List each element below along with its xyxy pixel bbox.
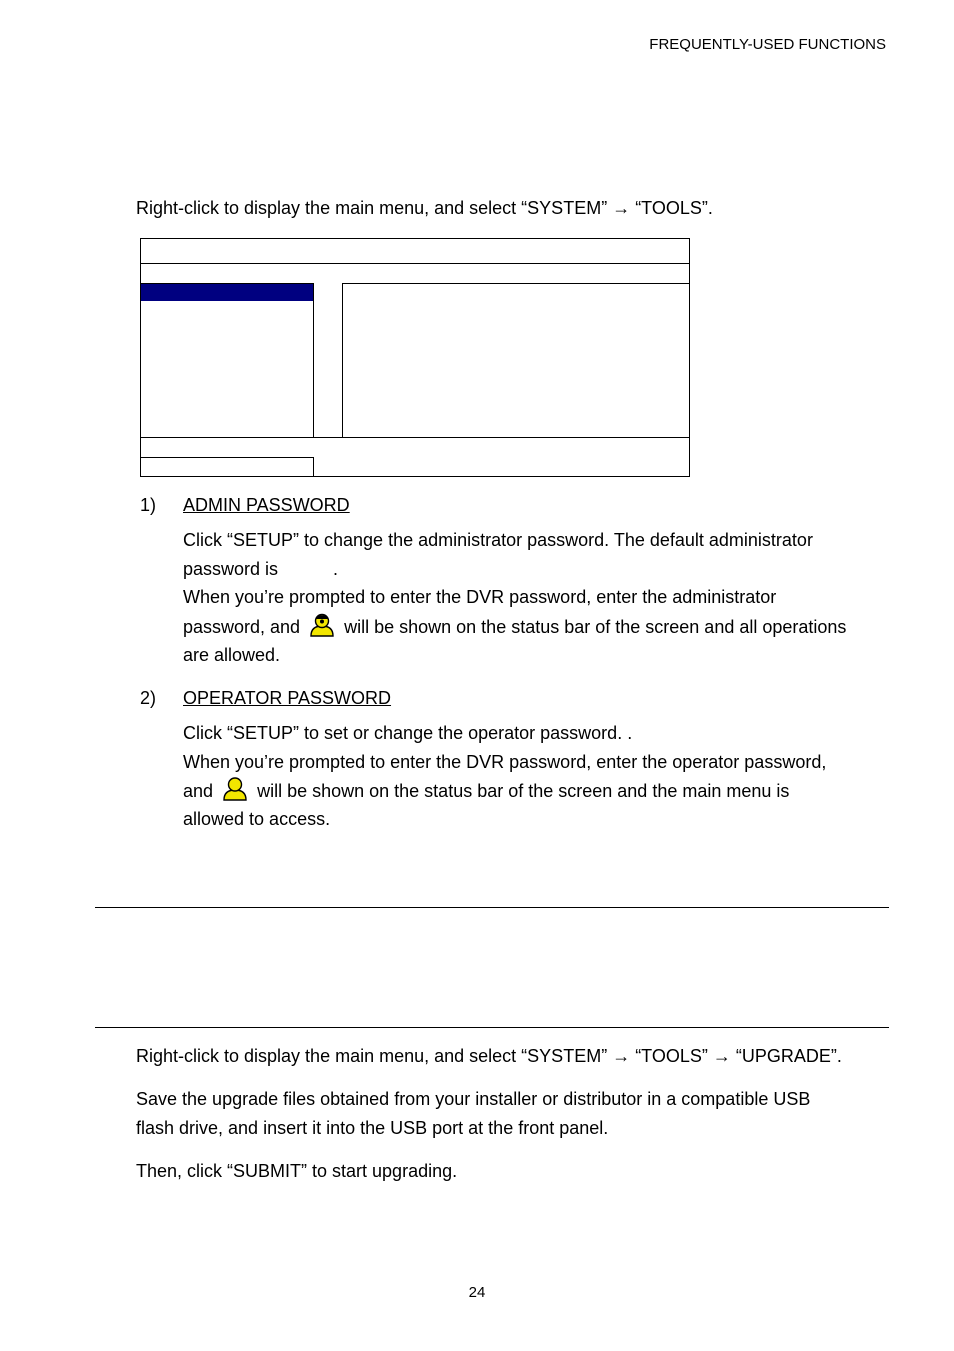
tools-intro-text: Right-click to display the main menu, and select “SYSTEM” [136,198,613,218]
upgrade-line-2: Save the upgrade files obtained from your installer or distributor in a compatible USB [136,1089,811,1109]
content-panel [342,283,690,438]
tools-menu-figure [140,238,690,477]
admin-line-4 [183,613,846,646]
operator-password-title: OPERATOR PASSWORD [183,688,392,708]
upgrade-line-1-start: Right-click to display the main menu, and select “SYSTEM” [136,1046,613,1066]
operator-line-1: Click “SETUP” to set or change the operator password. . [183,723,633,743]
operator-line-3-start: and [183,781,214,801]
admin-line-2: password is . [183,559,339,579]
admin-line-3: When you’re prompted to enter the DVR password, enter the administrator [183,587,777,607]
menu-list-panel[interactable] [140,283,314,438]
item-1-number: 1) [140,495,157,515]
admin-password-title: ADMIN PASSWORD [183,495,350,515]
page-number: 24 [468,1284,486,1301]
operator-line-2: When you’re prompted to enter the DVR password, enter the operator password, [183,752,827,772]
arrow-icon: → [612,1046,631,1066]
upgrade-line-1-mid: “TOOLS” [630,1046,713,1066]
admin-line-5: are allowed. [183,645,281,665]
admin-line-4-start: password, and [183,617,301,637]
upgrade-line-4: Then, click “SUBMIT” to start upgrading. [136,1161,458,1181]
upgrade-line-1-end: “UPGRADE”. [730,1046,842,1066]
figure-bottom-divider [140,437,690,438]
section-header: FREQUENTLY-USED FUNCTIONS [649,36,886,53]
arrow-icon: → [612,198,631,218]
arrow-icon: → [712,1046,731,1066]
section-divider-bottom [95,1027,889,1028]
menu-footer-button[interactable] [140,457,314,477]
admin-line-4-end: will be shown on the status bar of the screen and all operations [344,617,847,637]
upgrade-line-1 [136,1042,842,1071]
figure-title-divider [140,263,690,264]
admin-user-icon [309,613,335,646]
section-divider-top [95,907,889,908]
menu-highlight-item[interactable] [141,284,313,301]
admin-line-1: Click “SETUP” to change the administrator password. The default administrator [183,530,813,550]
operator-line-3-end: will be shown on the status bar of the screen and the main menu is [257,781,790,801]
item-2-number: 2) [140,688,157,708]
upgrade-line-3: flash drive, and insert it into the USB port at the front panel. [136,1118,609,1138]
tools-intro [136,194,713,223]
tools-intro-text-end: “TOOLS”. [630,198,713,218]
operator-line-4: allowed to access. [183,809,331,829]
